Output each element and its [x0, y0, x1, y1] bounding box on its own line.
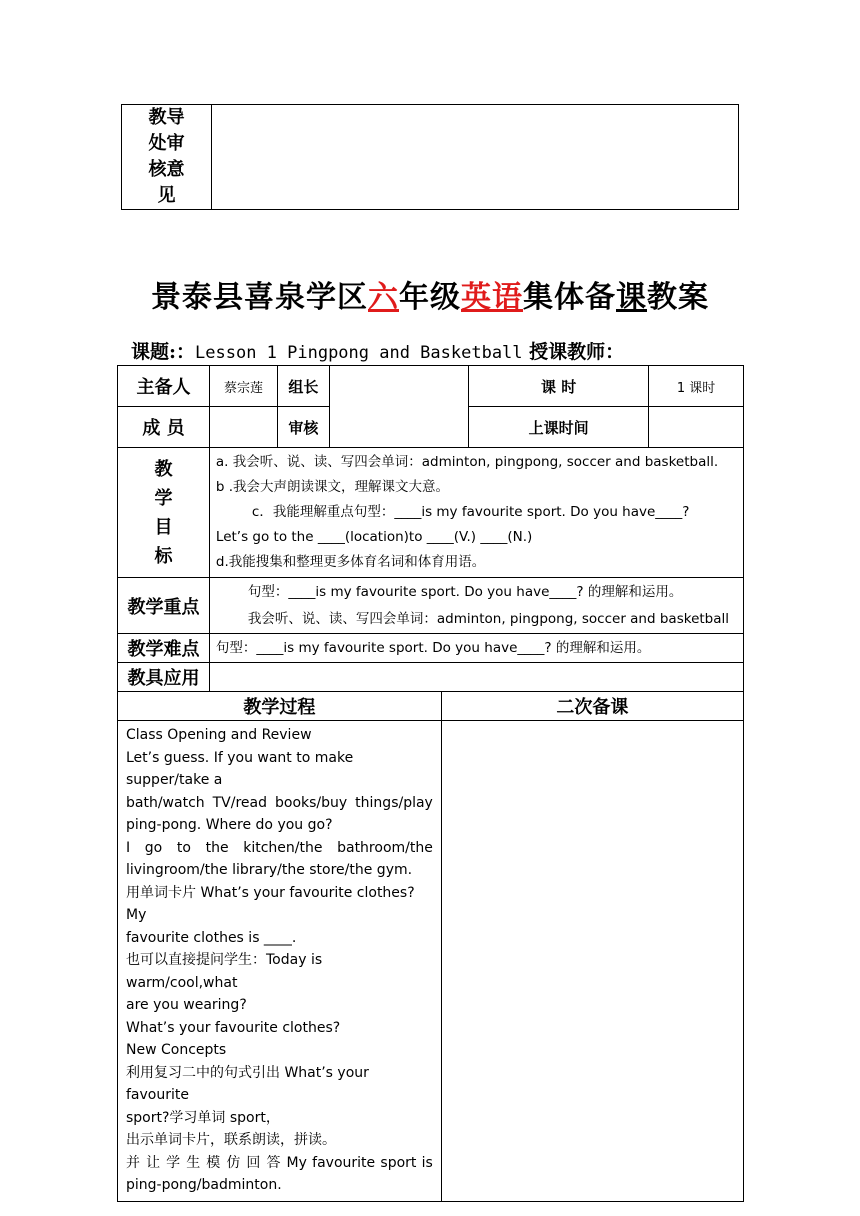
review-label-line: 处审 [148, 133, 185, 154]
objective-line: a. 我会听、说、读、写四会单词：adminton, pingpong, soccer and basketball. [215, 454, 719, 470]
difficulties-label: 教学难点 [118, 634, 210, 663]
key-point-line: 句型：____is my favourite sport. Do you have____? 的理解和运用。 [247, 583, 683, 600]
process-line: New Concepts [126, 1042, 227, 1058]
title-grade: 六 [368, 280, 399, 315]
tools-value[interactable] [209, 663, 743, 692]
process-line: 用单词卡片 What’s your favourite clothes? My [126, 884, 415, 923]
time-label: 上课时间 [469, 407, 649, 448]
lesson-line [131, 337, 624, 364]
objectives-label-char: 目 [154, 516, 173, 538]
process-line: ping-pong/badminton. [126, 1177, 282, 1193]
title-part: 教案 [647, 280, 709, 315]
members-value[interactable] [209, 407, 277, 448]
difficulties-content: 句型：____is my favourite sport. Do you have____? 的理解和运用。 [209, 634, 743, 663]
lead-value[interactable]: 蔡宗莲 [209, 366, 277, 407]
title-part: 集体备 [523, 280, 616, 315]
process-line: 出示单词卡片，联系朗读，拼读。 [126, 1132, 336, 1148]
process-line: sport?学习单词 sport， [126, 1109, 280, 1126]
title-part: 景泰县喜泉学区 [151, 280, 368, 315]
process-line: 也可以直接提问学生：Today is warm/cool,what [126, 952, 323, 991]
title-part: 年级 [399, 280, 461, 315]
title-part: 课 [616, 280, 647, 315]
objective-line: d.我能搜集和整理更多体育名词和体育用语。 [215, 554, 486, 570]
group-label-2: 审核 [278, 407, 330, 448]
objectives-label-char: 标 [154, 545, 173, 567]
objective-line: Let’s go to the ____(location)to ____(V.) ____(N.) [215, 529, 533, 545]
teacher-label: 授课教师： [529, 341, 625, 363]
lesson-label: 课题:： [131, 341, 196, 363]
review-table [121, 104, 739, 210]
lesson-plan-table [117, 365, 744, 1202]
key-points-content [209, 578, 743, 634]
key-points-label: 教学重点 [118, 578, 210, 634]
process-line: What’s your favourite clothes? [126, 1019, 341, 1036]
process-line: favourite clothes is ____. [126, 929, 297, 946]
review-content[interactable] [212, 105, 739, 210]
objectives-content [209, 448, 743, 578]
title-subject: 英语 [461, 280, 523, 315]
process-line: Let’s guess. If you want to make supper/take a [126, 749, 354, 788]
period-value[interactable]: 1 课时 [649, 366, 744, 407]
objectives-label [118, 448, 210, 578]
objectives-label-char: 学 [154, 487, 173, 509]
lesson-title: Lesson 1 Pingpong and Basketball [195, 343, 523, 363]
process-line: are you wearing? [126, 997, 247, 1013]
page-title [0, 272, 860, 316]
process-line: ping-pong. Where do you go? [126, 817, 333, 833]
process-line: bath/watch TV/read books/buy things/play [126, 794, 433, 811]
objective-line: c．我能理解重点句型：____is my favourite sport. Do you have____? [251, 504, 690, 520]
revision-content[interactable] [441, 721, 743, 1202]
process-line: Class Opening and Review [126, 727, 312, 743]
review-label [122, 105, 212, 210]
review-label-line: 见 [157, 185, 176, 206]
review-label-line: 教导 [148, 107, 185, 128]
process-content [118, 721, 442, 1202]
group-label: 组长 [278, 366, 330, 407]
objectives-label-char: 教 [154, 458, 173, 480]
process-line: 并 让 学 生 模 仿 回 答 My favourite sport is [126, 1154, 433, 1171]
process-header: 教学过程 [118, 692, 442, 721]
process-line: livingroom/the library/the store/the gym. [126, 862, 413, 878]
process-line: 利用复习二中的句式引出 What’s your favourite [126, 1064, 369, 1103]
objective-line: b .我会大声朗读课文，理解课文大意。 [215, 479, 450, 495]
revision-header: 二次备课 [441, 692, 743, 721]
key-point-line: 我会听、说、读、写四会单词：adminton, pingpong, soccer and basketball [247, 610, 730, 627]
time-value[interactable] [649, 407, 744, 448]
review-label-line: 核意 [148, 159, 185, 180]
lead-label: 主备人 [118, 366, 210, 407]
period-label: 课 时 [469, 366, 649, 407]
tools-label: 教具应用 [118, 663, 210, 692]
process-line: I go to the kitchen/the bathroom/the [126, 839, 433, 856]
group-value[interactable] [329, 366, 468, 448]
members-label: 成 员 [118, 407, 210, 448]
